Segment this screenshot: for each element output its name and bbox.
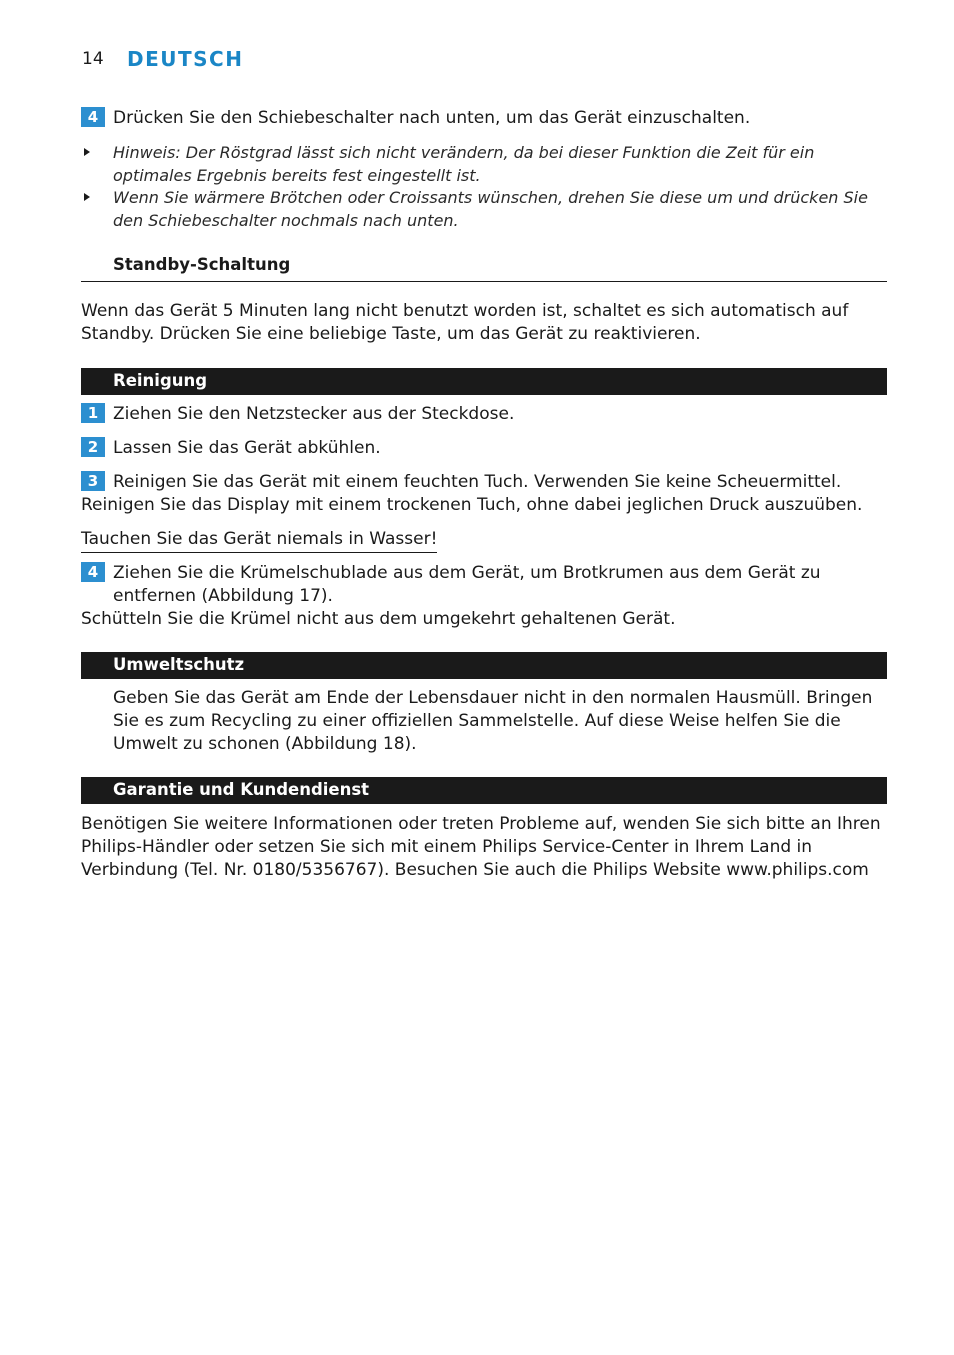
- water-warning: Tauchen Sie das Gerät niemals in Wasser!: [81, 528, 437, 553]
- warranty-text: Benötigen Sie weitere Informationen oder treten Probleme auf, wenden Sie sich bitte an Ihren Philips-Händler oder setzen Sie sich mit einem Philips Service-Center in Ihrem Land in Verbindung (Tel. Nr. 0180/5356767). Besuchen Sie auch die Philips Website: [81, 814, 881, 880]
- philips-website-link[interactable]: www.philips.com: [726, 860, 869, 880]
- step-text: Lassen Sie das Gerät abkühlen.: [113, 438, 381, 458]
- warranty-paragraph: [81, 813, 887, 882]
- environment-text: Geben Sie das Gerät am Ende der Lebensdauer nicht in den normalen Hausmüll. Bringen Sie es zum Recycling zu einer offiziellen Sammelstelle. Auf diese Weise helfen Sie die Umwelt zu schonen (Abbildung 18).: [113, 688, 873, 754]
- language-heading: DEUTSCH: [127, 47, 244, 71]
- step-4-switch-on: [81, 107, 887, 130]
- cleaning-step-1: [81, 403, 887, 426]
- note-warmer-rolls: [81, 186, 887, 232]
- standby-heading-text: Standby-Schaltung: [113, 255, 291, 274]
- warranty-heading-bar: [81, 777, 887, 804]
- step-number-badge: 4: [81, 562, 105, 582]
- step-text: Drücken Sie den Schiebeschalter nach unten, um das Gerät einzuschalten.: [113, 108, 751, 128]
- step-text: Reinigen Sie das Gerät mit einem feuchten Tuch. Verwenden Sie keine Scheuermittel.: [113, 472, 842, 492]
- standby-text: Wenn das Gerät 5 Minuten lang nicht benutzt worden ist, schaltet es sich automatisch auf Standby. Drücken Sie eine beliebige Taste, um das Gerät zu reaktivieren.: [81, 301, 849, 344]
- note-browning-level: [81, 141, 887, 187]
- cleaning-step-3: [81, 471, 887, 494]
- note-text: Hinweis: Der Röstgrad lässt sich nicht verändern, da bei dieser Funktion die Zeit für ein optimales Ergebnis bereits fest eingestellt ist.: [113, 143, 815, 185]
- page-number: 14: [82, 49, 104, 69]
- cleaning-heading-text: Reinigung: [113, 371, 208, 390]
- bullet-triangle-icon: [84, 148, 90, 156]
- step-text: Ziehen Sie die Krümelschublade aus dem Gerät, um Brotkrumen aus dem Gerät zu entfernen (Abbildung 17).: [113, 563, 821, 606]
- cleaning-step-2: [81, 437, 887, 460]
- note-text: Wenn Sie wärmere Brötchen oder Croissants wünschen, drehen Sie diese um und drücken Sie den Schiebeschalter nochmals nach unten.: [113, 188, 868, 230]
- environment-heading-text: Umweltschutz: [113, 655, 245, 674]
- step-text: Ziehen Sie den Netzstecker aus der Steckdose.: [113, 404, 515, 424]
- bullet-triangle-icon: [84, 193, 90, 201]
- step-number-badge: 4: [81, 107, 105, 127]
- crumb-note: Schütteln Sie die Krümel nicht aus dem umgekehrt gehaltenen Gerät.: [81, 609, 676, 629]
- standby-heading: [81, 253, 887, 282]
- environment-heading-bar: [81, 652, 887, 679]
- cleaning-step-4: [81, 562, 887, 608]
- cleaning-heading-bar: [81, 368, 887, 395]
- display-cleaning-note: Reinigen Sie das Display mit einem trockenen Tuch, ohne dabei jeglichen Druck auszuüben.: [81, 495, 863, 515]
- step-number-badge: 1: [81, 403, 105, 423]
- warranty-heading-text: Garantie und Kundendienst: [113, 780, 370, 799]
- step-number-badge: 2: [81, 437, 105, 457]
- step-number-badge: 3: [81, 471, 105, 491]
